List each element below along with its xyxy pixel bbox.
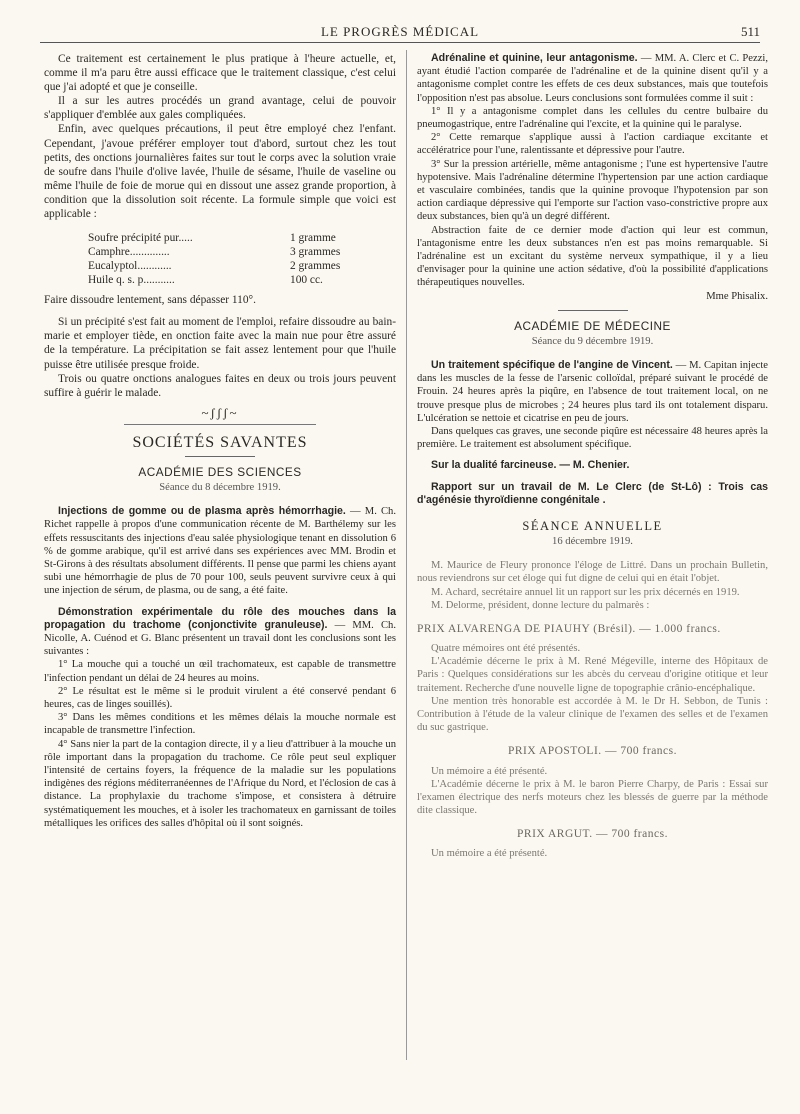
paragraph: M. Achard, secrétaire annuel lit un rapport sur les prix décernés en 1919. (431, 586, 740, 598)
conclusion: 1° Il y a antagonisme complet dans les cellules du centre bulbaire du pneumogastrique, entre l'adrénaline qui l'excite, et la quinine qui le paralyse. (417, 105, 768, 131)
article: Injections de gomme ou de plasma après hémorrhagie. — M. Ch. Richet rappelle à propos d'une communication récente de M. Barthélemy sur les effets ressuscitants des injections d'eau salée physiologique tenant en dissolution 6 % de gomme arabique, qu'il est arrivé dans ses expériences avec MM. Brodin et St-Girons à des résultats absolument différents. Il pense que parmi les chiens ayant subi une hémorrhagie de plus de 70 pour 100, seuls peuvent survivre ceux à qui une injection de sérum, de plasma, ou de sang, a été faite. (44, 505, 397, 597)
conclusion: 2° Le résultat est le même si le produit virulent a été conservé pendant 6 heures, cas de linges souillés). (44, 685, 396, 710)
paragraph: L'Académie décerne le prix à M. René Mégeville, interne des Hôpitaux de Paris : Quelques considérations sur les abcès du cerveau d'origine otitique et leur traitement. Recherche d'une nouvelle ligne de topographie crânio-encéphalique. (417, 656, 768, 694)
paragraph: M. Delorme, président, donne lecture du palmarès : (431, 599, 650, 611)
session-date: 16 décembre 1919. (552, 536, 633, 548)
paragraph: Si un précipité s'est fait au moment de l'emploi, refaire dissoudre au bain-marie et employer tiède, en onction faite avec la main nue pour être assuré de la température. La précipitation se fait assez lentement pour que l'huile puisse être utilisée presque froide. (44, 316, 396, 371)
article-title: Sur la dualité farcineuse. — M. Chenier. (431, 459, 630, 472)
paragraph: Un mémoire a été présenté. (431, 765, 548, 777)
paragraph: Faire dissoudre lentement, sans dépasser 110°. (44, 294, 256, 307)
conclusion: 2° Cette remarque s'applique aussi à l'action cardiaque excitante et accélératrice pour l'une, ralentissante et dépressive pour l'autre. (417, 132, 768, 157)
paragraph: Enfin, avec quelques précautions, il peut être employé chez l'enfant. Cependant, j'avoue préférer employer tout d'abord, surtout chez les tout petits, des onctions journalières faites sur tout le corps avec la solution vraie de soufre dans l'huile d'olive lavée, l'huile de sésame, l'huile de vaseline ou même l'huile de foie de morue qui en dissout une assez grande proportion, à condition que la dissolution soit récente. La formule simple que voici est applicable : (44, 123, 396, 221)
prize-heading: PRIX ALVARENGA DE PIAUHY (Brésil). — 1.000 francs. (417, 622, 721, 635)
journal-title: LE PROGRÈS MÉDICAL (320, 24, 480, 39)
author-signature: Mme Phisalix. (706, 290, 768, 302)
formula-row: Soufre précipité pur..... 1 gramme (88, 232, 336, 245)
article: Un traitement spécifique de l'angine de Vincent. — M. Capitan injecte dans les muscles de la fesse de l'arsenic colloïdal, préparé suivant le procédé de Frouin. 24 heures après la piqûre, en l'absence de tout traitement local, on ne trouve presque plus de microbes ; 24 heures plus tard ils ont totalement disparu. L'ulcération se nettoie et cicatrise en peu de jours. (417, 358, 768, 424)
academy-heading: ACADÉMIE DES SCIENCES (138, 464, 302, 479)
academy-heading: ACADÉMIE DE MÉDECINE (514, 318, 671, 333)
left-column (44, 52, 396, 830)
paragraph: Une mention très honorable est accordée à M. le Dr H. Sebbon, de Tunis : Contribution à l'étude de la valeur clinique de l'examen des selles et de l'examen du suc gastrique. (417, 695, 768, 734)
conclusion: 3° Dans les mêmes conditions et les mêmes délais la mouche normale est incapable de transmettre l'infection. (44, 712, 396, 737)
paragraph: Trois ou quatre onctions analogues faites en deux ou trois jours peuvent suffire à guérir le malade. (44, 372, 396, 399)
page-header (40, 22, 760, 43)
article: Démonstration expérimentale du rôle des mouches dans la propagation du trachome (conjonctivite granuleuse). — MM. Ch. Nicolle, A. Cuénod et G. Blanc présentent un travail dont les conclusions sont les suivantes : (44, 605, 396, 658)
formula-row: Huile q. s. p........... 100 cc. (88, 274, 323, 287)
paragraph: L'Académie décerne le prix à M. le baron Pierre Charpy, de Paris : Essai sur l'examen électrique des nerfs moteurs chez les blessés de guerre par la méthode dite classique. (417, 778, 768, 817)
section-heading: SOCIÉTÉS SAVANTES (132, 433, 308, 451)
session-date: Séance du 9 décembre 1919. (531, 335, 654, 347)
session-heading: SÉANCE ANNUELLE (522, 518, 663, 533)
paragraph: Ce traitement est certainement le plus pratique à l'heure actuelle, et, comme il m'a paru être aussi efficace que le traitement classique, c'est celui que j'ai adopté et que je conseille. (44, 53, 396, 94)
formula-row: Camphre.............. 3 grammes (88, 246, 341, 259)
article-title: Rapport sur un travail de M. Le Clerc (de St-Lô) : Trois cas d'agénésie thyroïdienne congénitale . (417, 480, 768, 506)
divider (124, 424, 316, 426)
session-date: Séance du 8 décembre 1919. (159, 482, 281, 494)
page-number: 511 (740, 24, 760, 39)
paragraph: M. Maurice de Fleury prononce l'éloge de Littré. Dans un prochain Bulletin, nous reviendrons sur cet éloge qui fut digne de celui qui en était l'objet. (417, 560, 768, 585)
divider (558, 310, 628, 311)
column-divider (406, 50, 407, 1060)
sulfur-formula (88, 231, 378, 287)
paragraph: Abstraction faite de ce dernier mode d'action qui leur est commun, l'antagonisme entre les deux substances n'en est pas moins remarquable. Si l'adrénaline est un excitant du système nerveux sympathique, il y a lieu d'envisager pour la quinine une action sédative, d'où la possibilité d'applications thérapeutiques nouvelles. (417, 224, 768, 289)
right-column (417, 52, 768, 861)
section-ornament: ~ʃʃʃ~ (201, 404, 239, 420)
paragraph: Un mémoire a été présenté. (431, 848, 548, 860)
paragraph: Dans quelques cas graves, une seconde piqûre est nécessaire 48 heures après la première. Le traitement est absolument spécifique. (417, 425, 768, 451)
conclusion: 3° Sur la pression artérielle, même antagonisme ; l'une est hypertensive l'autre hypotensive. Mais l'adrénaline détermine l'hypertension par une action cardiaque et vasculaire combinées, tandis que la quinine provoque l'hypotension par son action cardiaque dépressive qui l'emporte sur l'action vaso-constrictive propre aux deux substances, bien qu'à un degré différent. (417, 158, 768, 223)
conclusion: 4° Sans nier la part de la contagion directe, il y a lieu d'attribuer à la mouche un rôle important dans la propagation du trachome. Ce rôle peut seul expliquer l'intensité de certains foyers, la fréquence de la maladie sur les populations indigènes des régions méditerranéennes de l'Afrique du Nord, et l'éclosion de cas à distance. La prophylaxie du trachome s'impose, et consistera à détruire systématiquement les mouches, et à isoler les trachomateux en garnissant de toiles métalliques les orifices des salles d'hôpital où il sont soignés. (44, 738, 396, 829)
prize-heading: PRIX ARGUT. — 700 francs. (517, 828, 668, 841)
article: Adrénaline et quinine, leur antagonisme. — MM. A. Clerc et C. Pezzi, ayant étudié l'action comparée de l'adrénaline et de la quinine disent qu'il y a antagonisme complet contre les effets de ces deux substances, mais que toutefois l'opposition n'est pas absolue. Leurs conclusions sont formulées comme il suit : (417, 52, 768, 104)
paragraph: Il a sur les autres procédés un grand avantage, celui de pouvoir s'appliquer d'emblée aux gales compliquées. (44, 95, 396, 122)
formula-row: Eucalyptol............ 2 grammes (88, 260, 341, 273)
conclusion: 1° La mouche qui a touché un œil trachomateux, est capable de transmettre l'infection pendant un délai de 24 heures au moins. (44, 659, 396, 684)
divider (185, 456, 255, 457)
paragraph: Quatre mémoires ont été présentés. (431, 643, 581, 655)
prize-heading: PRIX APOSTOLI. — 700 francs. (507, 745, 678, 758)
